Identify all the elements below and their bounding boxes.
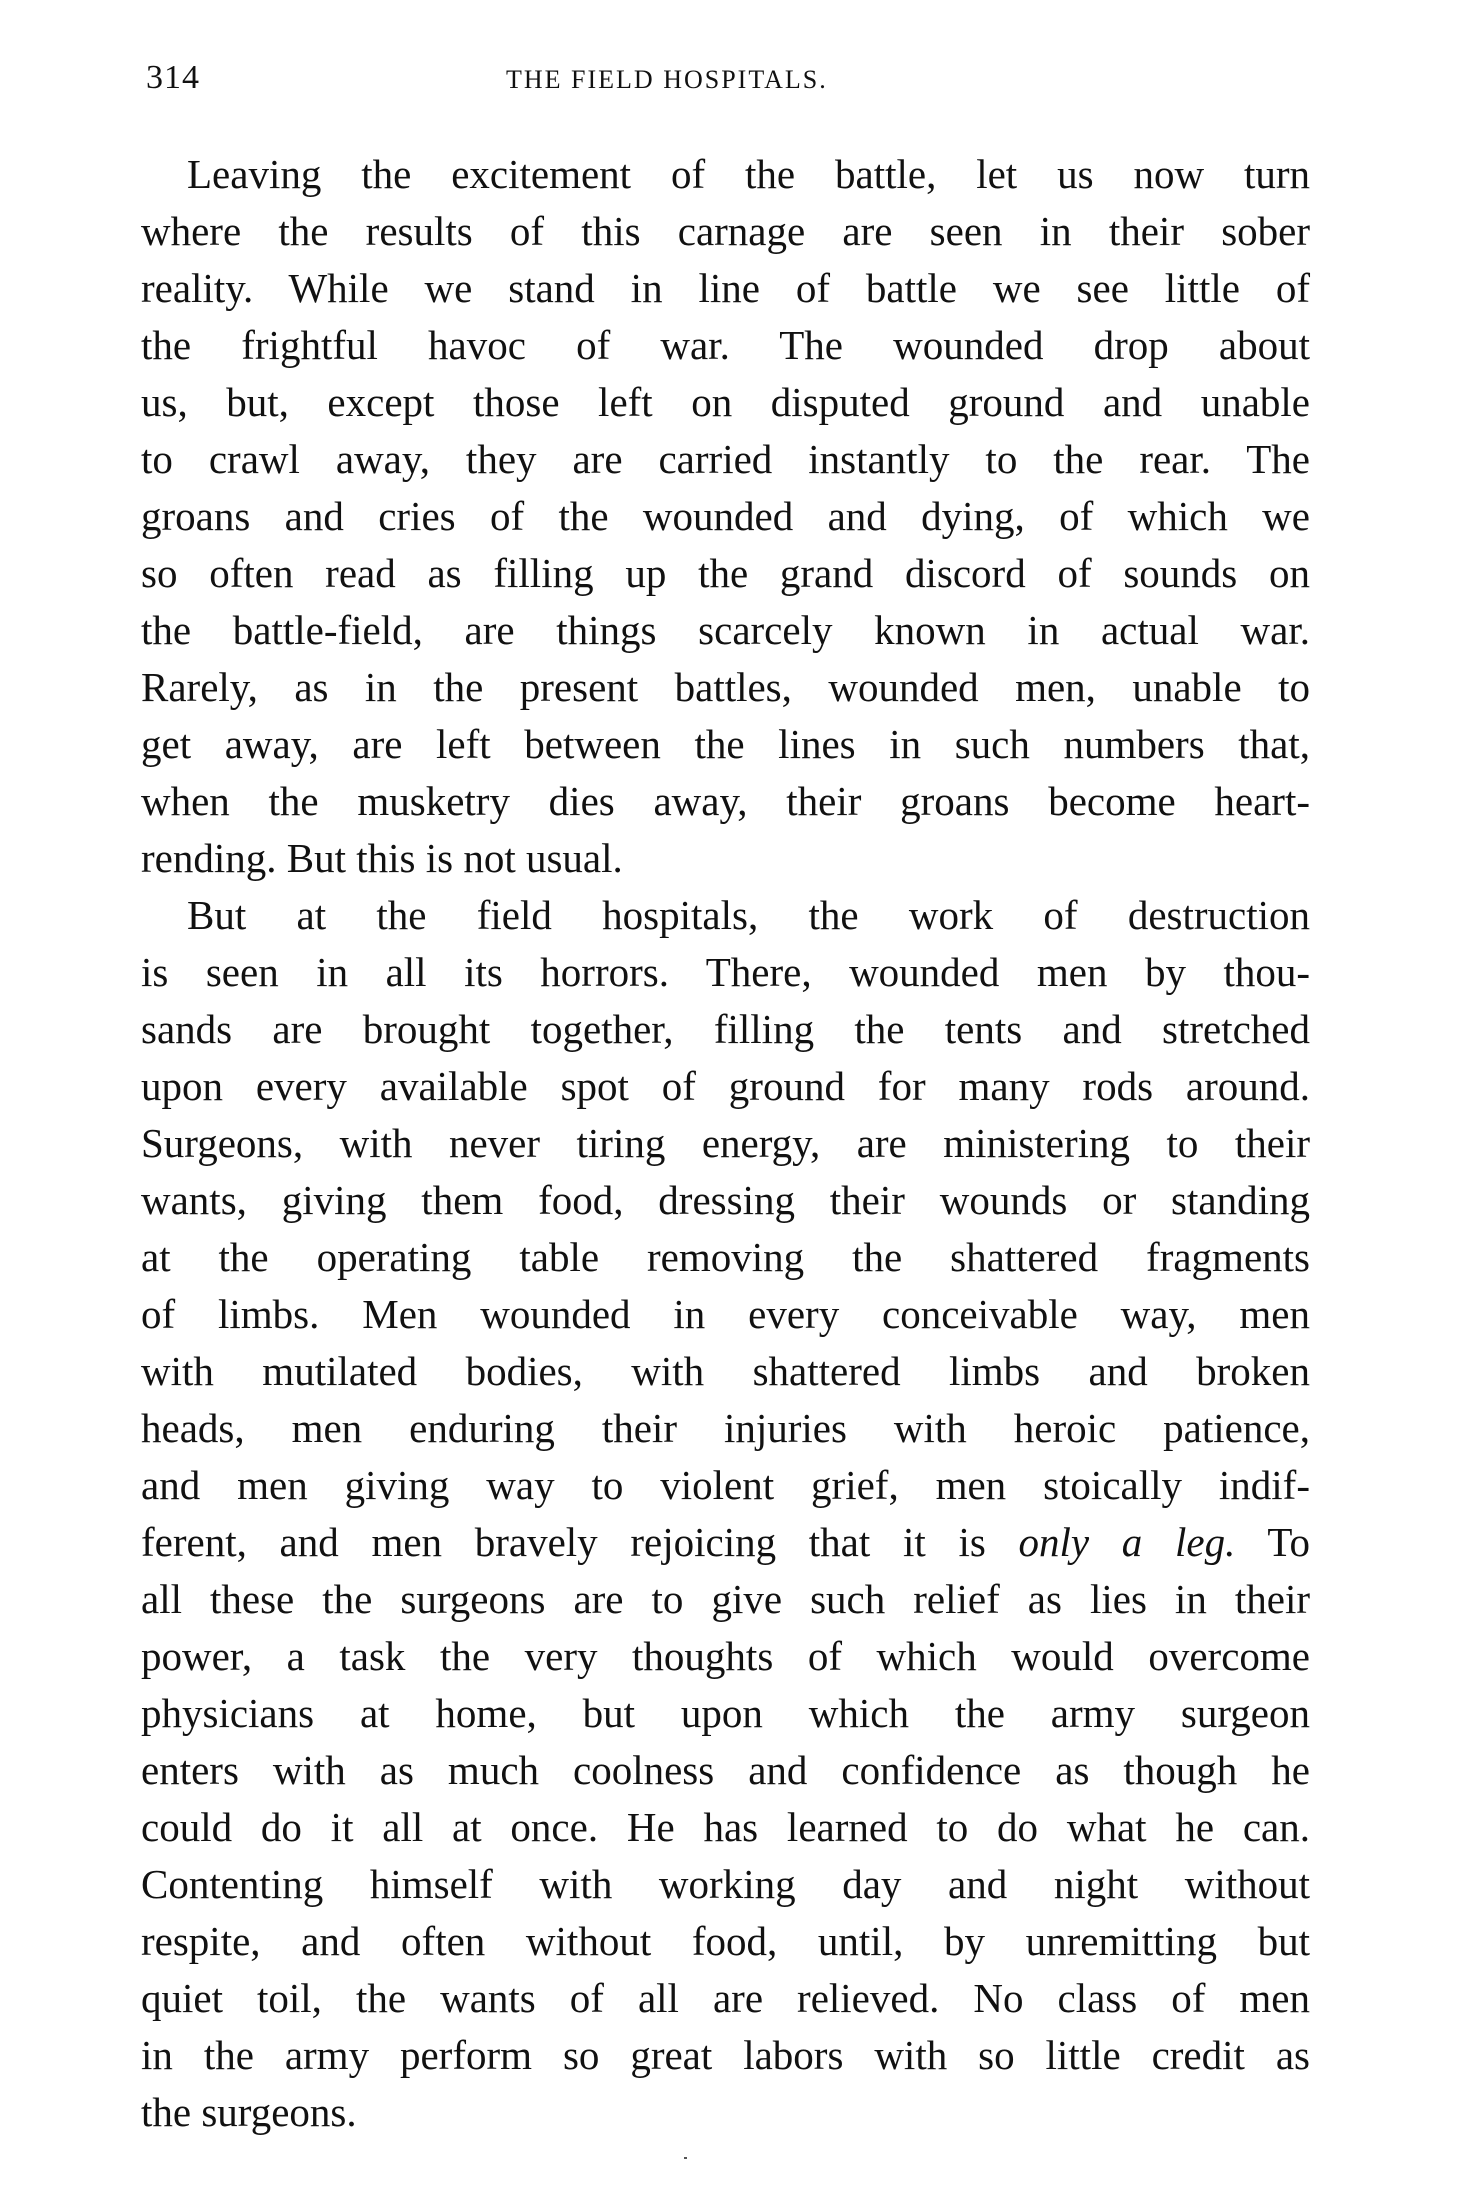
text-line: with mutilated bodies, with shattered limbs and broken bbox=[141, 1348, 1310, 1394]
paragraph-2 bbox=[141, 887, 1310, 2141]
page-number: 314 bbox=[146, 59, 200, 96]
running-head bbox=[146, 58, 1310, 98]
text-line: respite, and often without food, until, by unremitting but bbox=[141, 1918, 1310, 1964]
text-line: is seen in all its horrors. There, wounded men by thou- bbox=[141, 949, 1310, 995]
text-line: the battle-field, are things scarcely known in actual war. bbox=[141, 607, 1310, 653]
text-line: quiet toil, the wants of all are relieved. No class of men bbox=[141, 1975, 1310, 2021]
text-line: the frightful havoc of war. The wounded drop about bbox=[141, 322, 1310, 368]
text-line: the surgeons. bbox=[141, 2089, 357, 2135]
text-line: rending. But this is not usual. bbox=[141, 835, 623, 881]
text-line: wants, giving them food, dressing their wounds or standing bbox=[141, 1177, 1310, 1223]
text-line: Rarely, as in the present battles, wounded men, unable to bbox=[141, 664, 1310, 710]
text-line: at the operating table removing the shattered fragments bbox=[141, 1234, 1310, 1280]
text-line: when the musketry dies away, their groans become heart- bbox=[141, 778, 1310, 824]
text-line: where the results of this carnage are seen in their sober bbox=[141, 208, 1310, 254]
text-line: Contenting himself with working day and night without bbox=[141, 1861, 1310, 1907]
text-line: Leaving the excitement of the battle, let us now turn bbox=[187, 151, 1310, 197]
text-line: and men giving way to violent grief, men stoically indif- bbox=[141, 1462, 1310, 1508]
text-line: heads, men enduring their injuries with heroic patience, bbox=[141, 1405, 1310, 1451]
text-line: so often read as filling up the grand discord of sounds on bbox=[141, 550, 1310, 596]
text-line: to crawl away, they are carried instantly to the rear. The bbox=[141, 436, 1310, 482]
text-line: But at the field hospitals, the work of destruction bbox=[187, 892, 1310, 938]
text-line: Surgeons, with never tiring energy, are ministering to their bbox=[141, 1120, 1310, 1166]
text-line: of limbs. Men wounded in every conceivable way, men bbox=[141, 1291, 1310, 1337]
paragraph-1 bbox=[141, 146, 1310, 887]
text-line: enters with as much coolness and confidence as though he bbox=[141, 1747, 1310, 1793]
text-line: get away, are left between the lines in such numbers that, bbox=[141, 721, 1310, 767]
text-line: upon every available spot of ground for many rods around. bbox=[141, 1063, 1310, 1109]
text-line: groans and cries of the wounded and dying, of which we bbox=[141, 493, 1310, 539]
text-line: all these the surgeons are to give such relief as lies in their bbox=[141, 1576, 1310, 1622]
text-line: could do it all at once. He has learned to do what he can. bbox=[141, 1804, 1310, 1850]
text-run: To bbox=[1235, 1519, 1311, 1565]
print-speck bbox=[684, 2157, 687, 2159]
text-line: reality. While we stand in line of battle we see little of bbox=[141, 265, 1310, 311]
text-line: us, but, except those left on disputed ground and unable bbox=[141, 379, 1310, 425]
text-run: ferent, and men bravely rejoicing that it is bbox=[141, 1519, 1019, 1565]
text-line: sands are brought together, filling the tents and stretched bbox=[141, 1006, 1310, 1052]
text-line-with-italic bbox=[141, 1514, 1310, 1571]
italic-emphasis: only a leg. bbox=[1018, 1519, 1236, 1565]
text-line: physicians at home, but upon which the army surgeon bbox=[141, 1690, 1310, 1736]
text-line: power, a task the very thoughts of which would overcome bbox=[141, 1633, 1310, 1679]
running-title: THE FIELD HOSPITALS. bbox=[506, 65, 828, 94]
body-text bbox=[141, 146, 1310, 2141]
text-line: in the army perform so great labors with so little credit as bbox=[141, 2032, 1310, 2078]
